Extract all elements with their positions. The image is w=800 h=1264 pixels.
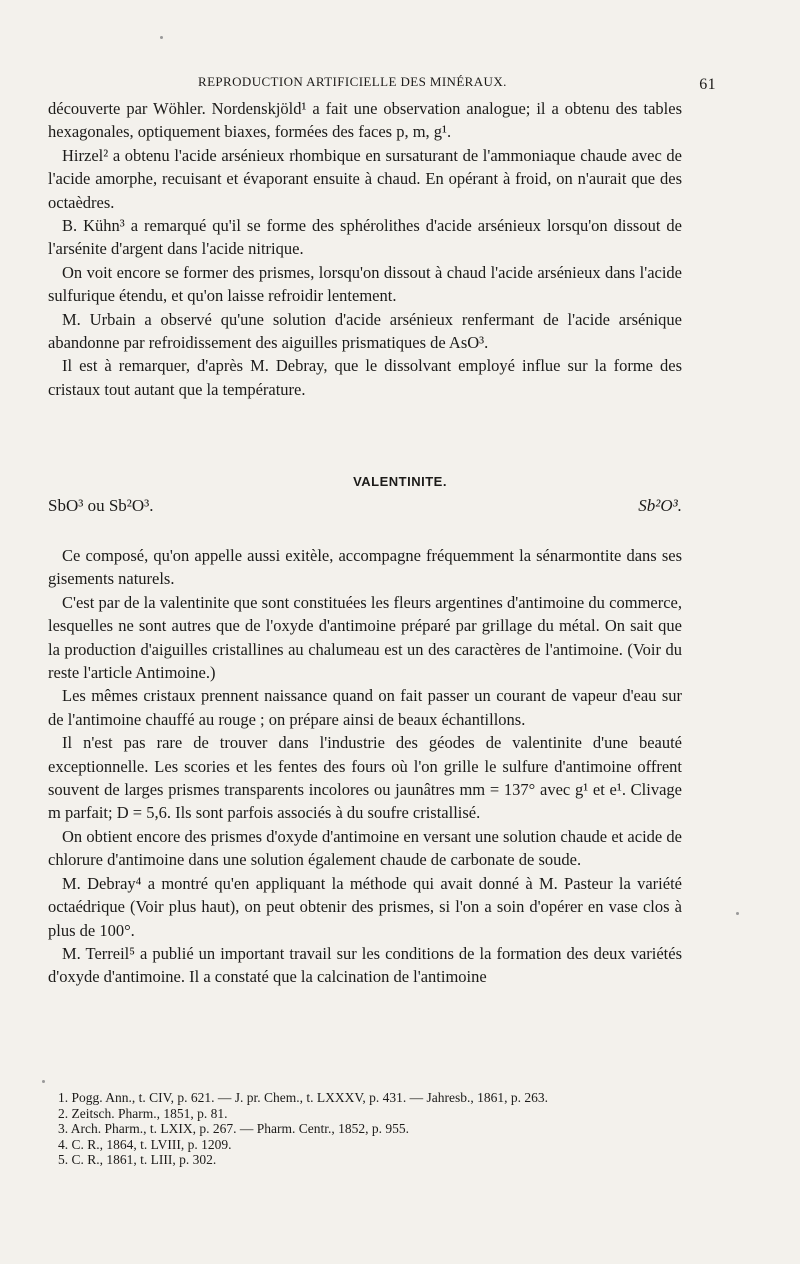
paragraph: On voit encore se former des prismes, lorsqu'on dissout à chaud l'acide arsénieux dans l'acide sulfurique étendu, et qu'on laisse refroidir lentement. [48,262,682,306]
footnotes [58,1090,698,1168]
paper-speck [160,36,163,39]
paragraph: M. Debray⁴ a montré qu'en appliquant la méthode qui avait donné à M. Pasteur la variété octaédrique (Voir plus haut), on peut obtenir des prismes, si l'on a soin d'opérer en vase clos à plus de 100°. [48,873,682,940]
paragraph: B. Kühn³ a remarqué qu'il se forme des sphérolithes d'acide arsénieux lorsqu'on dissout de l'arsénite d'argent dans l'acide nitrique. [48,216,682,259]
header-title: REPRODUCTION ARTIFICIELLE DES MINÉRAUX. [198,74,507,89]
footnote: 3. Arch. Pharm., t. LXIX, p. 267. — Pharm. Centr., 1852, p. 955. [58,1121,409,1137]
formula-right: Sb²O³. [638,496,682,515]
text-block-valentinite [48,544,682,989]
footnote: 2. Zeitsch. Pharm., 1851, p. 81. [58,1105,228,1121]
paragraph: On obtient encore des prismes d'oxyde d'antimoine en versant une solution chaude et acide de chlorure d'antimoine dans une solution également chaude de carbonate de soude. [48,826,682,870]
page-number: 61 [699,76,716,93]
paragraph: C'est par de la valentinite que sont constituées les fleurs argentines d'antimoine du commerce, lesquelles ne sont autres que de l'oxyde d'antimoine préparé par grillage du métal. On sait que la production d'aiguilles cristallines au chalumeau est un des caractères de l'antimoine. (Voir du reste l'article Antimoine.) [48,592,682,683]
paragraph: Il est à remarquer, d'après M. Debray, que le dissolvant employé influe sur la forme des cristaux tout autant que la température. [48,356,682,399]
paragraph: M. Urbain a observé qu'une solution d'acide arsénieux renfermant de l'acide arsénique abandonne par refroidissement des aiguilles prismatiques de AsO³. [48,309,682,353]
section-title: VALENTINITE. [353,474,447,489]
paragraph: Il n'est pas rare de trouver dans l'industrie des géodes de valentinite d'une beauté exceptionnelle. Les scories et les fentes des fours où l'on grille le sulfure d'antimoine offrent souvent de larges prismes transparents incolores ou jaunâtres mm = 137° avec g¹ et e¹. Clivage m parfait; D = 5,6. Ils sont parfois associés à du soufre cristallisé. [48,733,682,823]
paper-speck [736,912,739,915]
formula-left: SbO³ ou Sb²O³. [48,496,154,515]
paragraph: Les mêmes cristaux prennent naissance quand on fait passer un courant de vapeur d'eau sur de l'antimoine chauffé au rouge ; on prépare ainsi de beaux échantillons. [48,686,682,729]
paper-speck [42,1080,45,1083]
paragraph: Hirzel² a obtenu l'acide arsénieux rhombique en sursaturant de l'ammoniaque chaude avec de l'acide amorphe, recuisant et évaporant ensuite à chaud. En opérant à froid, on n'aurait que des octaèdres. [48,145,682,212]
paragraph: Ce composé, qu'on appelle aussi exitèle, accompagne fréquemment la sénarmontite dans ses gisements naturels. [48,546,682,589]
text-block-top [48,97,682,401]
footnote: 4. C. R., 1864, t. LVIII, p. 1209. [58,1136,232,1152]
paragraph: M. Terreil⁵ a publié un important travail sur les conditions de la formation des deux variétés d'oxyde d'antimoine. Il a constaté que la calcination de l'antimoine [48,943,682,987]
paragraph: découverte par Wöhler. Nordenskjöld¹ a fait une observation analogue; il a obtenu des tables hexagonales, optiquement biaxes, formées des faces p, m, g¹. [48,99,682,142]
footnote: 1. Pogg. Ann., t. CIV, p. 621. — J. pr. Chem., t. LXXXV, p. 431. — Jahresb., 1861, p. 263. [58,1090,549,1105]
footnote: 5. C. R., 1861, t. LIII, p. 302. [58,1152,217,1168]
